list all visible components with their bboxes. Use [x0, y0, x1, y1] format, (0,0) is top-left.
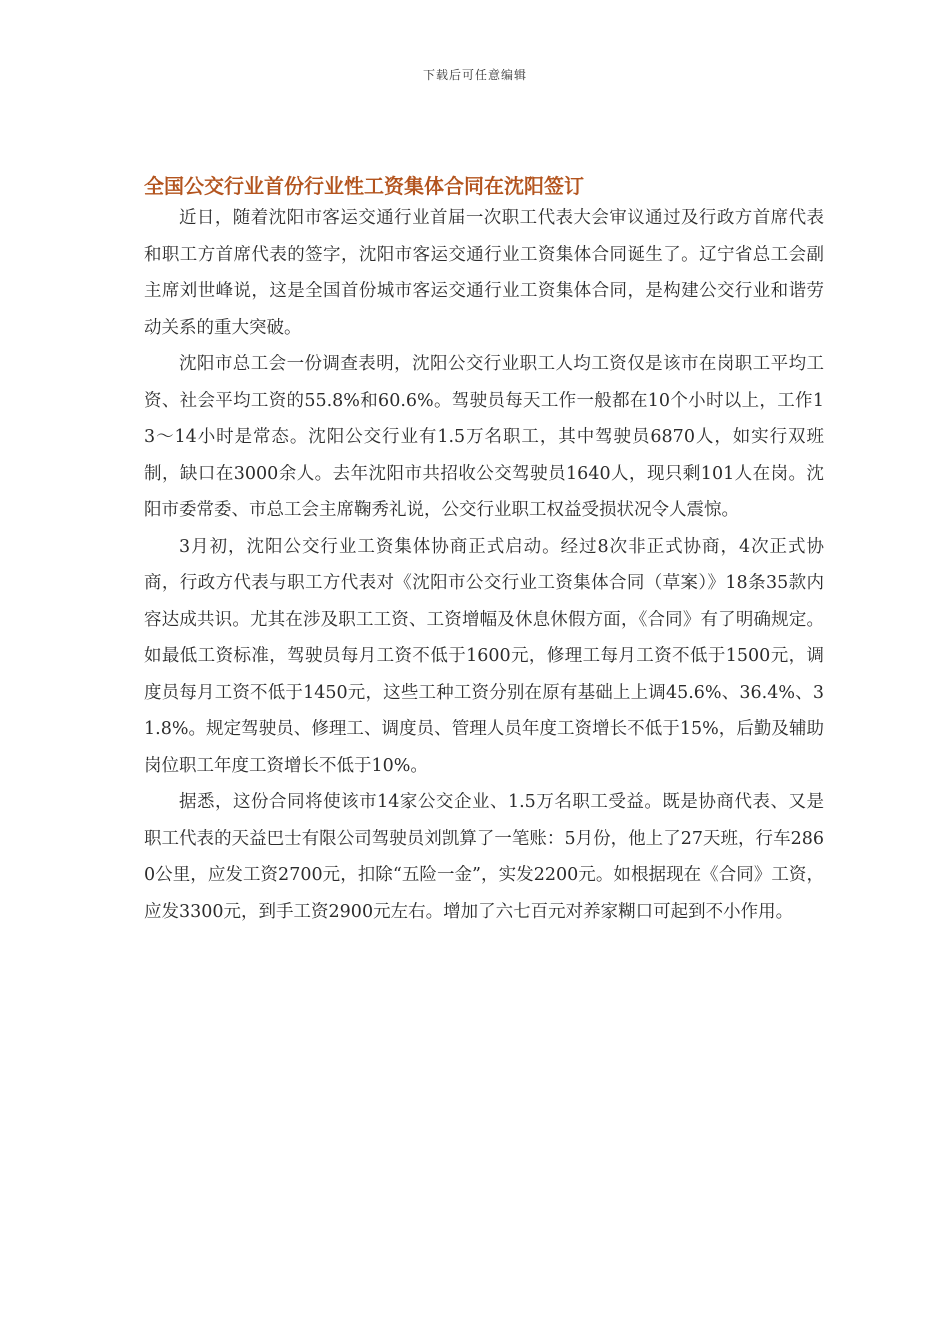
article: [144, 172, 824, 930]
article-paragraph: 近日，随着沈阳市客运交通行业首届一次职工代表大会审议通过及行政方首席代表和职工方首席代表的签字，沈阳市客运交通行业工资集体合同诞生了。辽宁省总工会副主席刘世峰说，这是全国首份城市客运交通行业工资集体合同，是构建公交行业和谐劳动关系的重大突破。: [144, 208, 824, 338]
article-title: 全国公交行业首份行业性工资集体合同在沈阳签订: [144, 174, 584, 198]
article-paragraph: 据悉，这份合同将使该市14家公交企业、1.5万名职工受益。既是协商代表、又是职工代表的天益巴士有限公司驾驶员刘凯算了一笔账：5月份，他上了27天班，行车2860公里，应发工资2700元，扣除“五险一金”，实发2200元。如根据现在《合同》工资，应发3300元，到手工资2900元左右。增加了六七百元对养家糊口可起到不小作用。: [144, 792, 824, 922]
article-paragraph: 沈阳市总工会一份调查表明，沈阳公交行业职工人均工资仅是该市在岗职工平均工资、社会平均工资的55.8%和60.6%。驾驶员每天工作一般都在10个小时以上，工作13～14小时是常态。沈阳公交行业有1.5万名职工，其中驾驶员6870人，如实行双班制，缺口在3000余人。去年沈阳市共招收公交驾驶员1640人，现只剩101人在岗。沈阳市委常委、市总工会主席鞠秀礼说，公交行业职工权益受损状况令人震惊。: [144, 354, 824, 520]
article-paragraph: 3月初，沈阳公交行业工资集体协商正式启动。经过8次非正式协商，4次正式协商，行政方代表与职工方代表对《沈阳市公交行业工资集体合同（草案）》18条35款内容达成共识。尤其在涉及职工工资、工资增幅及休息休假方面，《合同》有了明确规定。如最低工资标准，驾驶员每月工资不低于1600元，修理工每月工资不低于1500元，调度员每月工资不低于1450元，这些工种工资分别在原有基础上上调45.6%、36.4%、31.8%。规定驾驶员、修理工、调度员、管理人员年度工资增长不低于15%，后勤及辅助岗位职工年度工资增长不低于10%。: [144, 536, 824, 776]
header-note: 下载后可任意编辑: [422, 68, 527, 82]
